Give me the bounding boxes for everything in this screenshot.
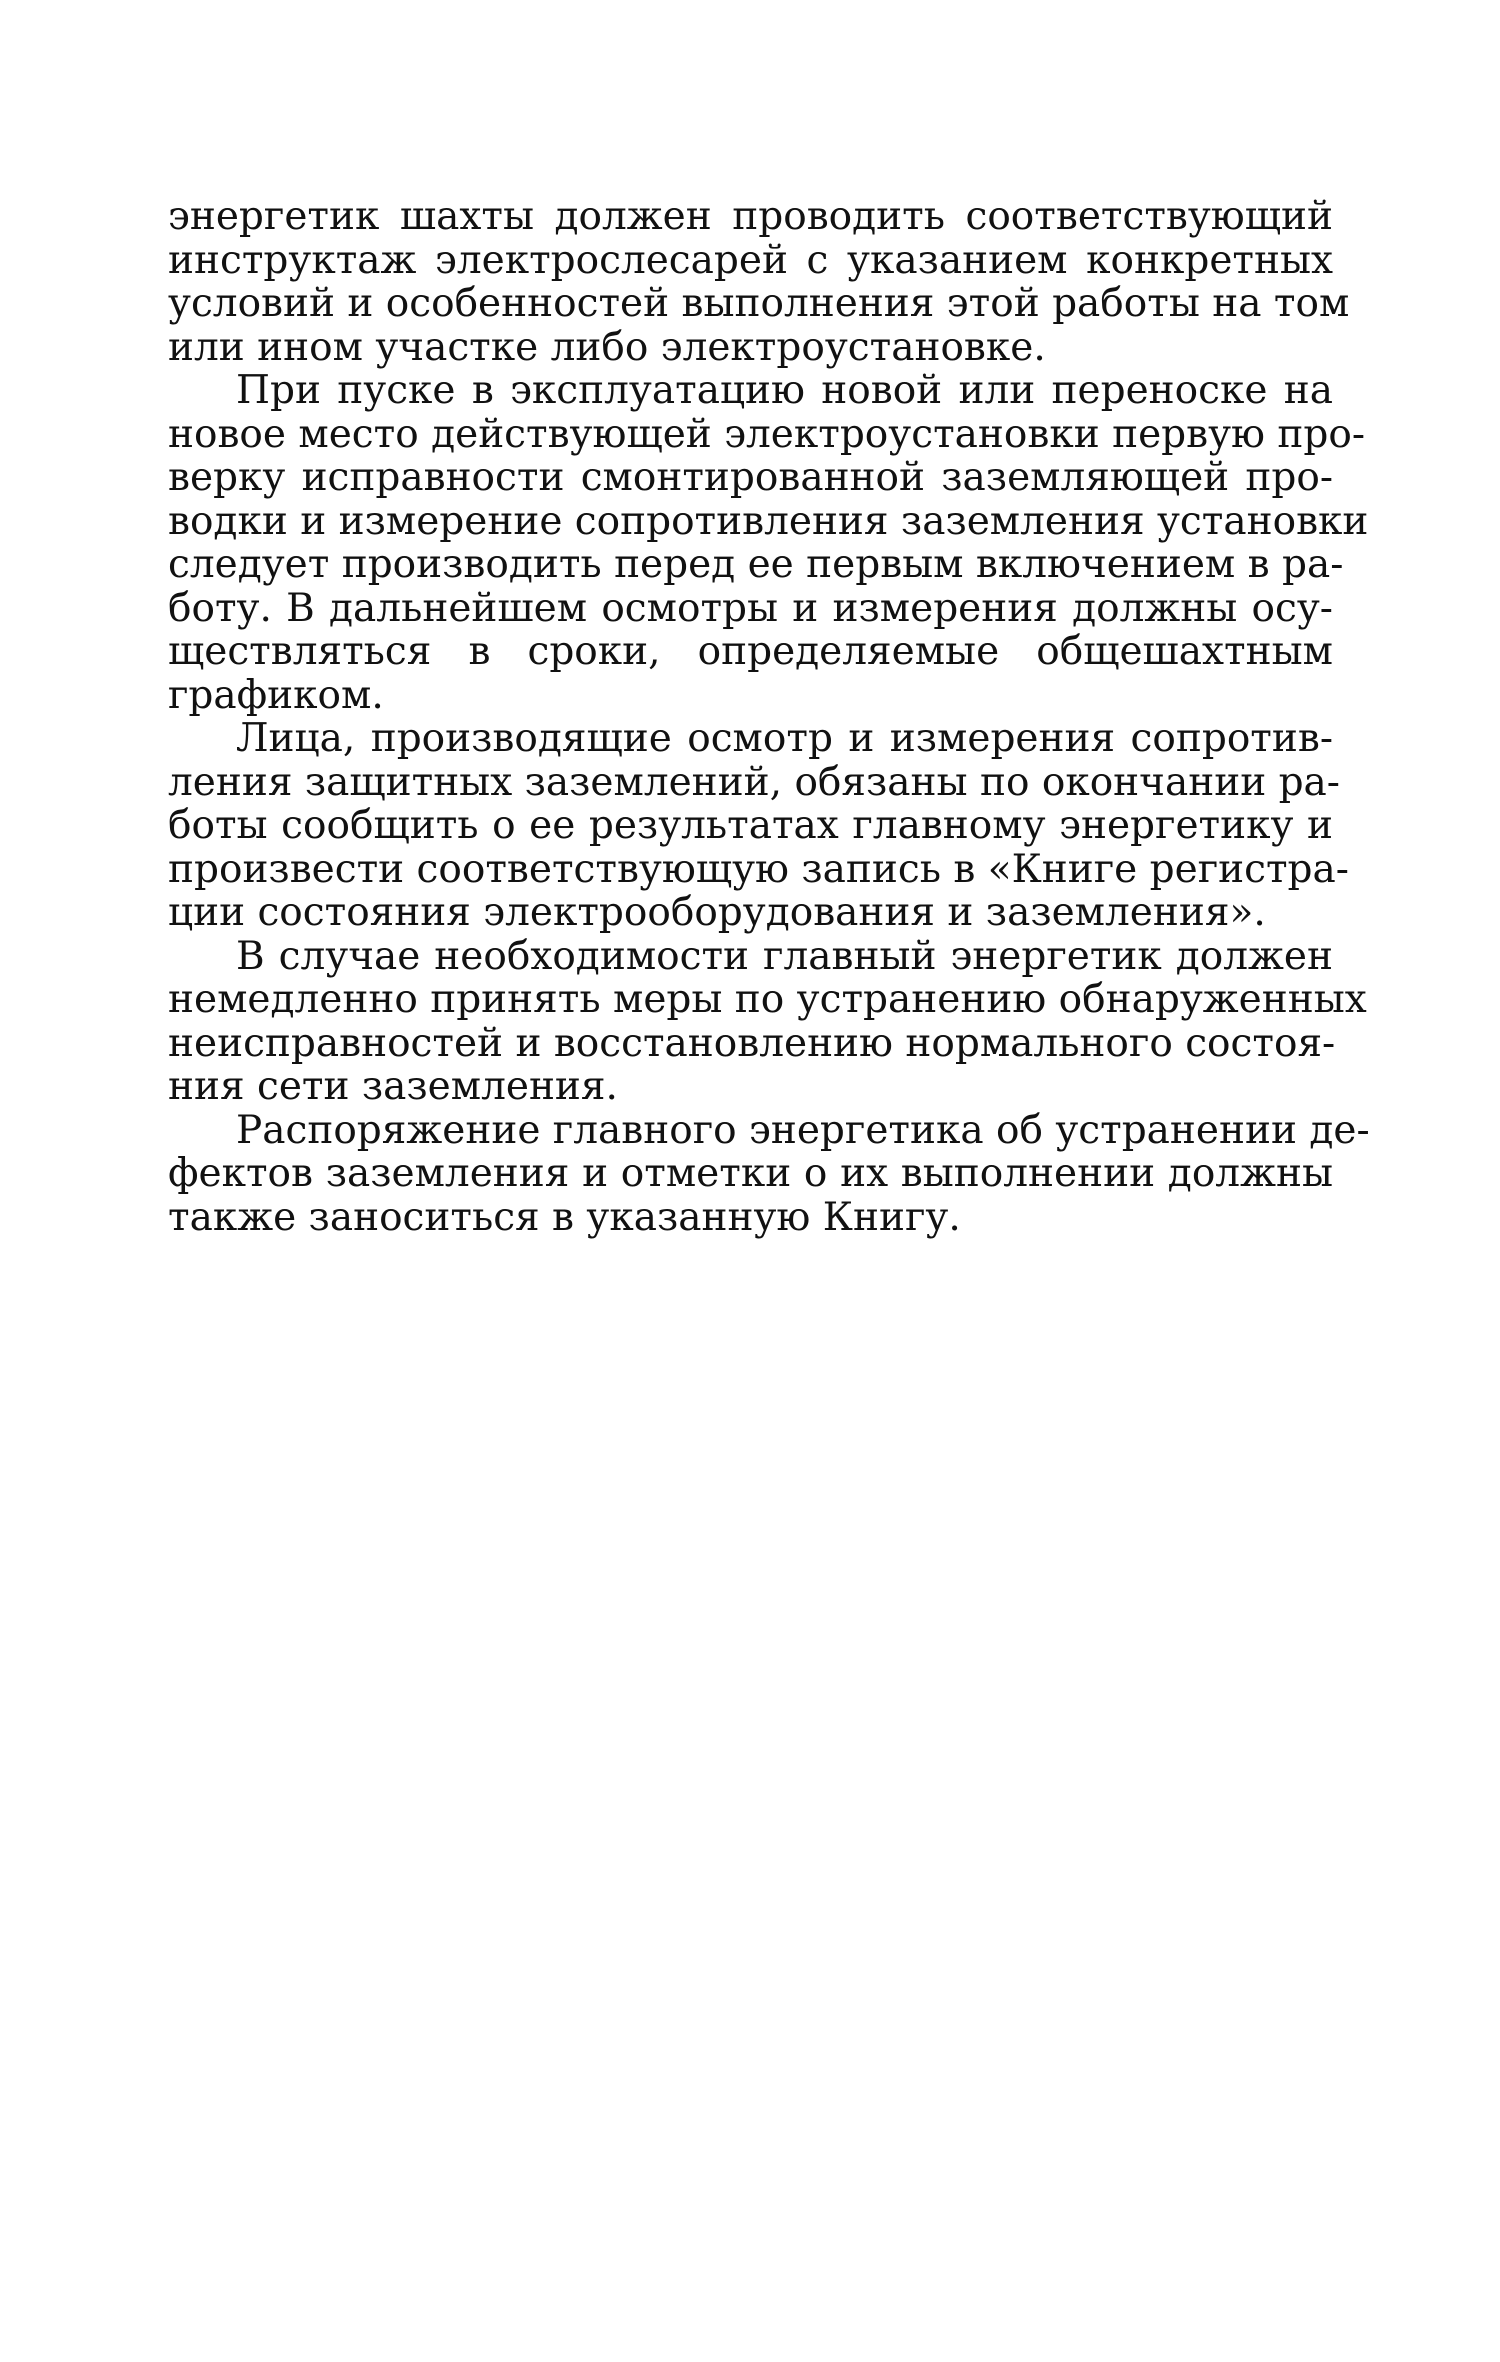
text-line: ществляться в сроки, определяемые общешахтным <box>168 629 1333 674</box>
text-line: ления защитных заземлений, обязаны по окончании ра- <box>168 759 1340 805</box>
text-line: новое место действующей электроустановки первую про- <box>168 411 1366 457</box>
paragraph-5 <box>168 1107 1370 1240</box>
text-line: ния сети заземления. <box>168 1064 618 1109</box>
text-line: ции состояния электрооборудования и заземления». <box>168 890 1266 935</box>
text-line: графиком. <box>168 672 384 718</box>
text-line: В случае необходимости главный энергетик должен <box>236 933 1333 979</box>
text-line: Лица, производящие осмотр и измерения сопротив- <box>236 716 1333 761</box>
text-line: инструктаж электрослесарей с указанием конкретных <box>168 237 1333 283</box>
text-line: боту. В дальнейшем осмотры и измерения должны осу- <box>168 585 1333 631</box>
paragraph-1 <box>168 194 1350 370</box>
text-line: неисправностей и восстановлению нормального состоя- <box>168 1020 1336 1066</box>
paragraph-2 <box>168 368 1369 718</box>
text-line: произвести соответствующую запись в «Книге регистра- <box>168 846 1349 892</box>
text-line: водки и измерение сопротивления заземления установки <box>168 498 1369 544</box>
text-line: следует производить перед ее первым включением в ра- <box>168 542 1344 587</box>
text-line: фектов заземления и отметки о их выполнении должны <box>168 1151 1333 1196</box>
text-line: условий и особенностей выполнения этой работы на том <box>168 281 1350 326</box>
text-line: или ином участке либо электроустановке. <box>168 324 1046 370</box>
text-line: Распоряжение главного энергетика об устранении де- <box>236 1107 1370 1153</box>
paragraph-3 <box>168 716 1349 935</box>
text-line: При пуске в эксплуатацию новой или переноске на <box>236 368 1333 413</box>
text-line: верку исправности смонтированной заземляющей про- <box>168 455 1333 500</box>
text-line: боты сообщить о ее результатах главному энергетику и <box>168 803 1333 848</box>
body-text <box>168 194 1370 1240</box>
text-line: немедленно принять меры по устранению обнаруженных <box>168 977 1367 1022</box>
text-line: энергетик шахты должен проводить соответствующий <box>168 194 1333 239</box>
text-line: также заноситься в указанную Книгу. <box>168 1194 961 1240</box>
paragraph-4 <box>168 933 1367 1109</box>
